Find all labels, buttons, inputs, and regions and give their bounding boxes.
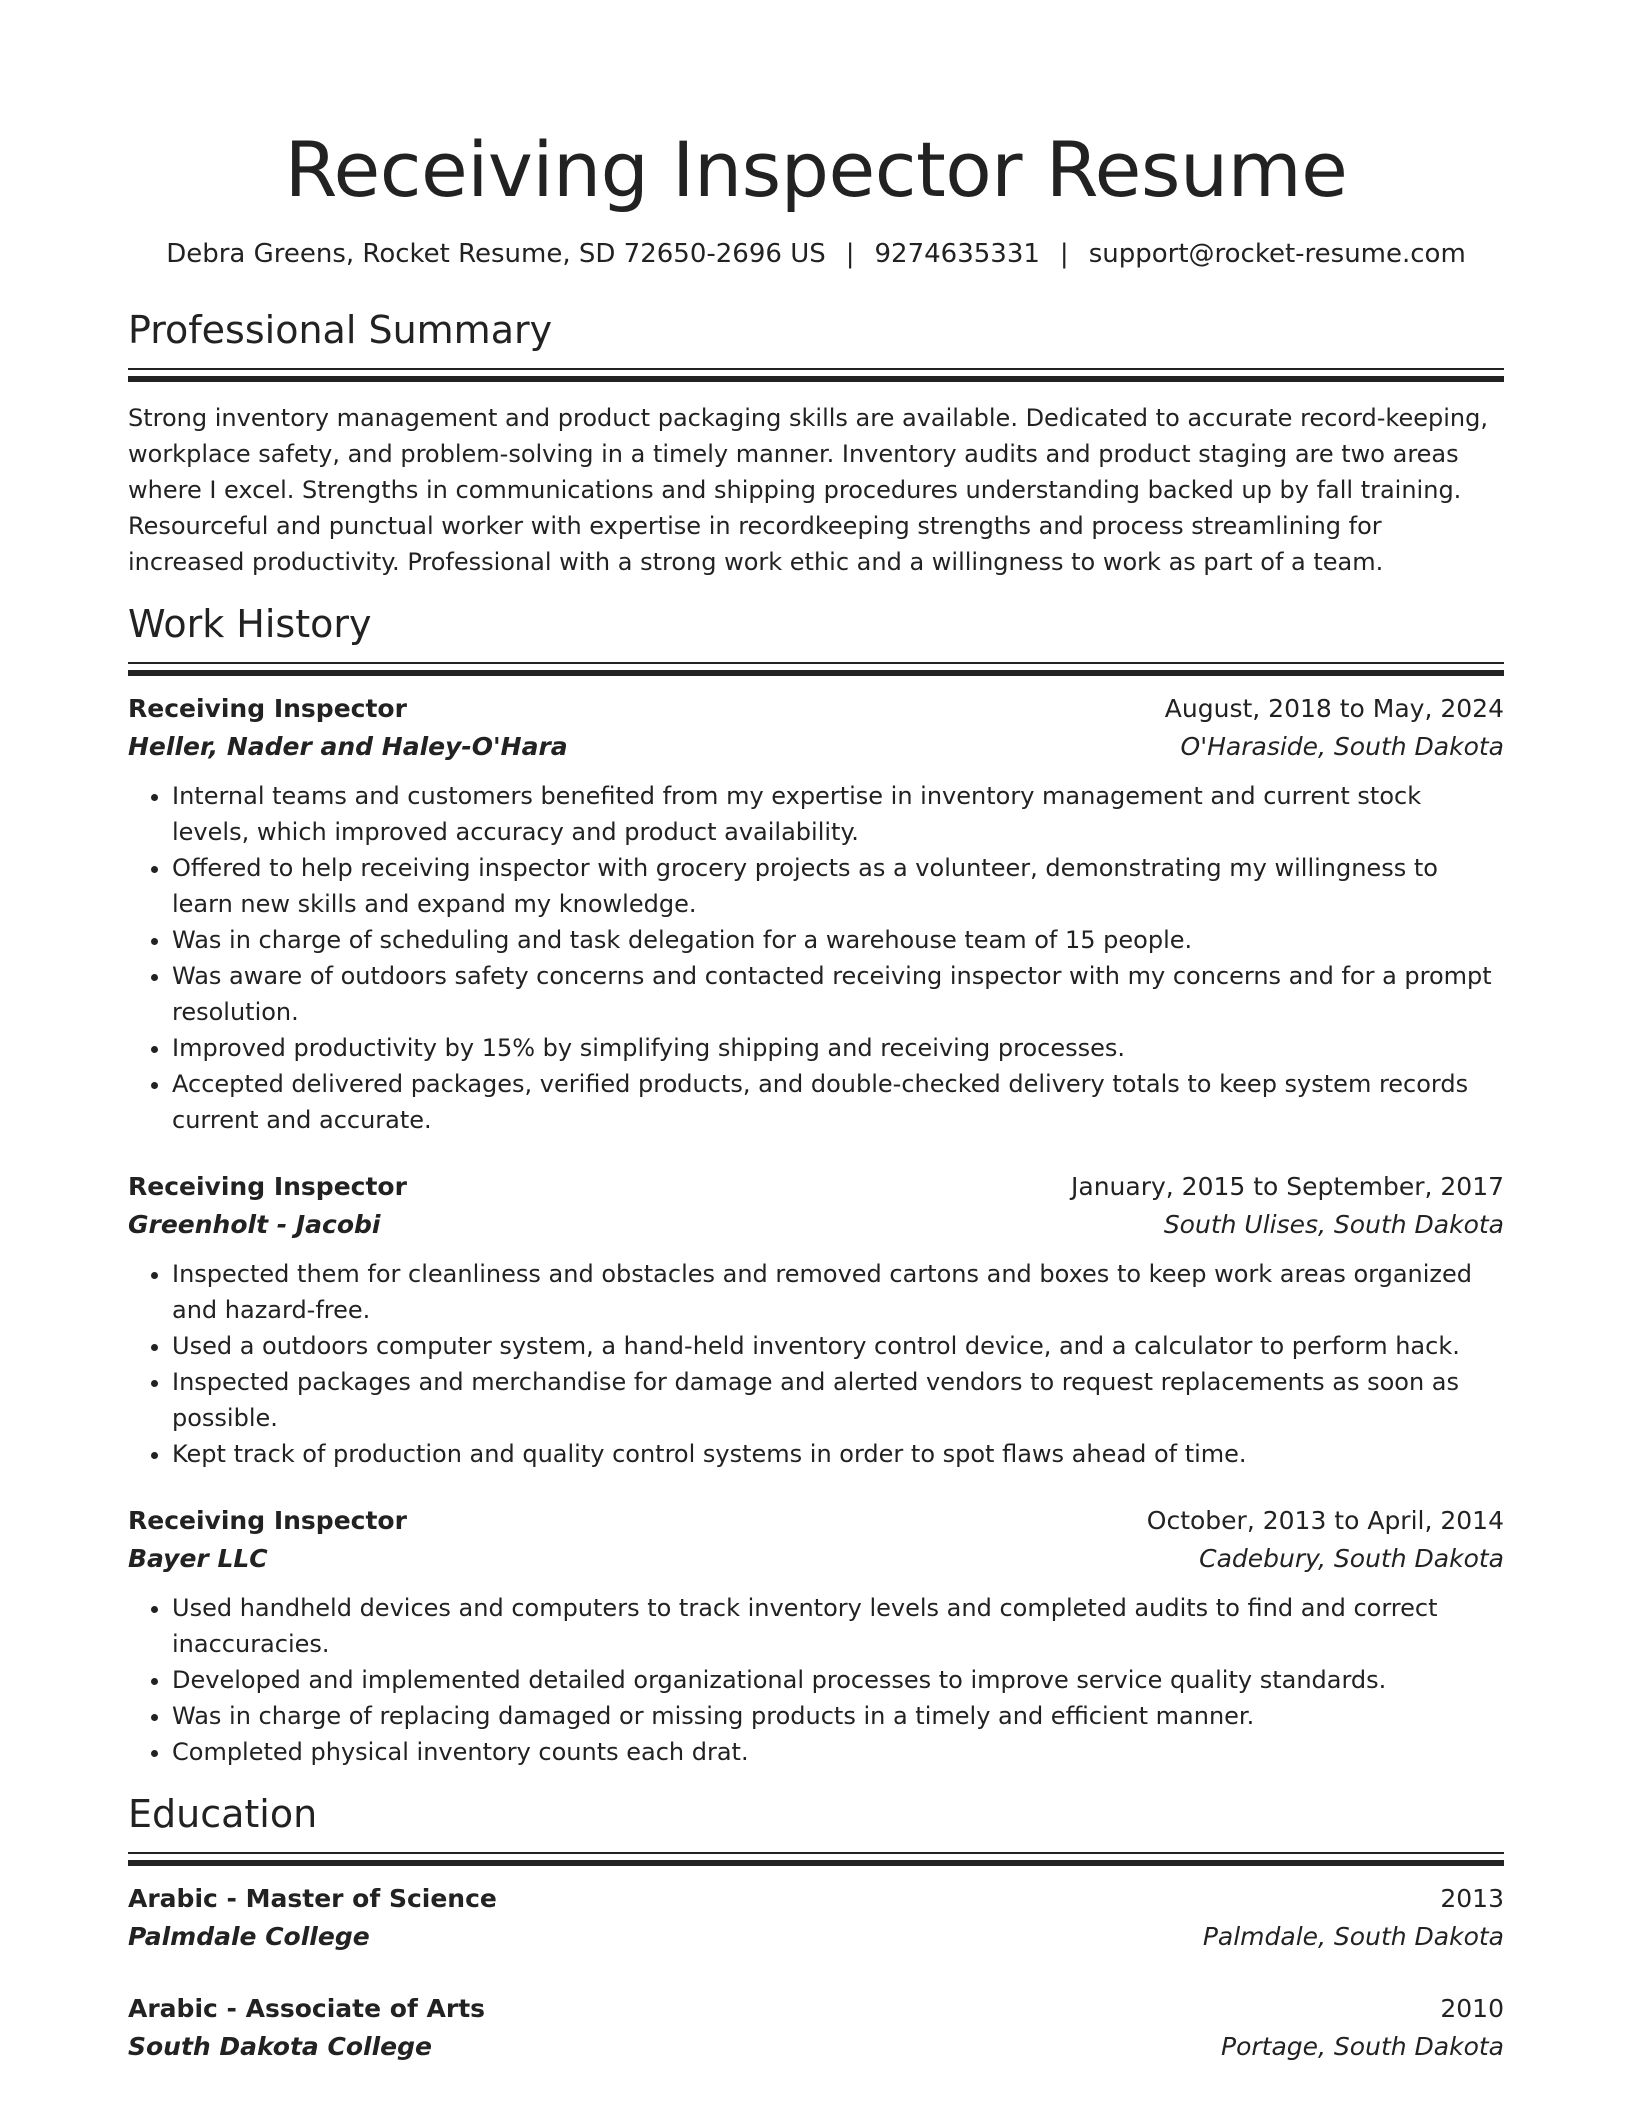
education-location: Portage, South Dakota — [1221, 2032, 1504, 2061]
education-year: 2013 — [1440, 1884, 1504, 1913]
list-item: • Inspected packages and merchandise for damage and alerted vendors to request replacements as soon as possible. — [172, 1364, 1504, 1436]
job-title: Receiving Inspector — [128, 694, 407, 723]
list-item: • Internal teams and customers benefited from my expertise in inventory management and current stock levels, which improved accuracy and product availability. — [172, 778, 1504, 850]
job-entry — [128, 1502, 1504, 1770]
job-bullet-list — [128, 778, 1504, 1138]
summary-text: Strong inventory management and product packaging skills are available. Dedicated to accurate record-keeping, workplace safety, and problem-solving in a timely manner. Inventory audits and product staging are two areas where I excel. Strengths in communications and shipping procedures understanding backed up by fall training. Resourceful and punctual worker with expertise in recordkeeping strengths and process streamlining for increased productivity. Professional with a strong work ethic and a willingness to work as part of a team. — [128, 404, 1488, 576]
job-entry — [128, 690, 1504, 1138]
list-item: • Used handheld devices and computers to track inventory levels and completed audits to find and correct inaccuracies. — [172, 1590, 1504, 1662]
work-history-section — [128, 600, 1504, 1770]
job-bullet-list — [128, 1590, 1504, 1770]
list-item: • Offered to help receiving inspector with grocery projects as a volunteer, demonstrating my willingness to learn new skills and expand my knowledge. — [172, 850, 1504, 922]
contact-phone: 9274635331 — [874, 239, 1040, 269]
contact-email: support@rocket-resume.com — [1088, 239, 1466, 269]
education-degree-row — [128, 1880, 1504, 1918]
contact-address: Debra Greens, Rocket Resume, SD 72650-2696 US — [166, 239, 826, 269]
job-company: Bayer LLC — [128, 1544, 268, 1573]
job-company-row — [128, 1540, 1504, 1578]
education-school: Palmdale College — [128, 1922, 370, 1951]
list-item: • Developed and implemented detailed organizational processes to improve service quality standards. — [172, 1662, 1504, 1698]
education-degree: Arabic - Master of Science — [128, 1884, 497, 1913]
contact-separator: | — [1059, 239, 1069, 269]
list-item: • Accepted delivered packages, verified products, and double-checked delivery totals to keep system records current and accurate. — [172, 1066, 1504, 1138]
education-location: Palmdale, South Dakota — [1202, 1922, 1504, 1951]
section-heading-summary: Professional Summary — [128, 308, 553, 352]
list-item: • Completed physical inventory counts each drat. — [172, 1734, 1504, 1770]
job-dates: October, 2013 to April, 2014 — [1146, 1506, 1504, 1535]
job-location: South Ulises, South Dakota — [1163, 1210, 1504, 1239]
list-item: • Was in charge of replacing damaged or missing products in a timely and efficient manner. — [172, 1698, 1504, 1734]
section-divider — [128, 662, 1504, 672]
list-item: • Kept track of production and quality control systems in order to spot flaws ahead of time. — [172, 1436, 1504, 1472]
section-divider — [128, 368, 1504, 378]
summary-section — [128, 306, 1504, 580]
contact-line — [128, 236, 1504, 272]
job-company-row — [128, 1206, 1504, 1244]
contact-separator: | — [845, 239, 855, 269]
job-company-row — [128, 728, 1504, 766]
list-item: • Used a outdoors computer system, a hand-held inventory control device, and a calculator to perform hack. — [172, 1328, 1504, 1364]
section-heading-work-history: Work History — [128, 602, 372, 646]
education-entry — [128, 1990, 1504, 2066]
education-entry — [128, 1880, 1504, 1956]
job-dates: January, 2015 to September, 2017 — [1071, 1172, 1504, 1201]
education-year: 2010 — [1440, 1994, 1504, 2023]
section-heading-education: Education — [128, 1792, 318, 1836]
resume-page — [128, 0, 1504, 2066]
job-header-row — [128, 690, 1504, 728]
job-location: O'Haraside, South Dakota — [1180, 732, 1504, 761]
job-entry — [128, 1168, 1504, 1472]
job-company: Greenholt - Jacobi — [128, 1210, 381, 1239]
list-item: • Was in charge of scheduling and task delegation for a warehouse team of 15 people. — [172, 922, 1504, 958]
education-degree: Arabic - Associate of Arts — [128, 1994, 486, 2023]
job-title: Receiving Inspector — [128, 1172, 407, 1201]
education-degree-row — [128, 1990, 1504, 2028]
education-school-row — [128, 2028, 1504, 2066]
job-dates: August, 2018 to May, 2024 — [1164, 694, 1504, 723]
section-divider — [128, 1852, 1504, 1862]
job-company: Heller, Nader and Haley-O'Hara — [128, 732, 568, 761]
education-school-row — [128, 1918, 1504, 1956]
page-title: Receiving Inspector Resume — [284, 125, 1348, 214]
education-school: South Dakota College — [128, 2032, 432, 2061]
job-bullet-list — [128, 1256, 1504, 1472]
education-section — [128, 1790, 1504, 2066]
job-title: Receiving Inspector — [128, 1506, 407, 1535]
list-item: • Improved productivity by 15% by simplifying shipping and receiving processes. — [172, 1030, 1504, 1066]
list-item: • Inspected them for cleanliness and obstacles and removed cartons and boxes to keep work areas organized and hazard-free. — [172, 1256, 1504, 1328]
list-item: • Was aware of outdoors safety concerns and contacted receiving inspector with my concerns and for a prompt resolution. — [172, 958, 1504, 1030]
job-header-row — [128, 1168, 1504, 1206]
job-header-row — [128, 1502, 1504, 1540]
job-location: Cadebury, South Dakota — [1199, 1544, 1504, 1573]
